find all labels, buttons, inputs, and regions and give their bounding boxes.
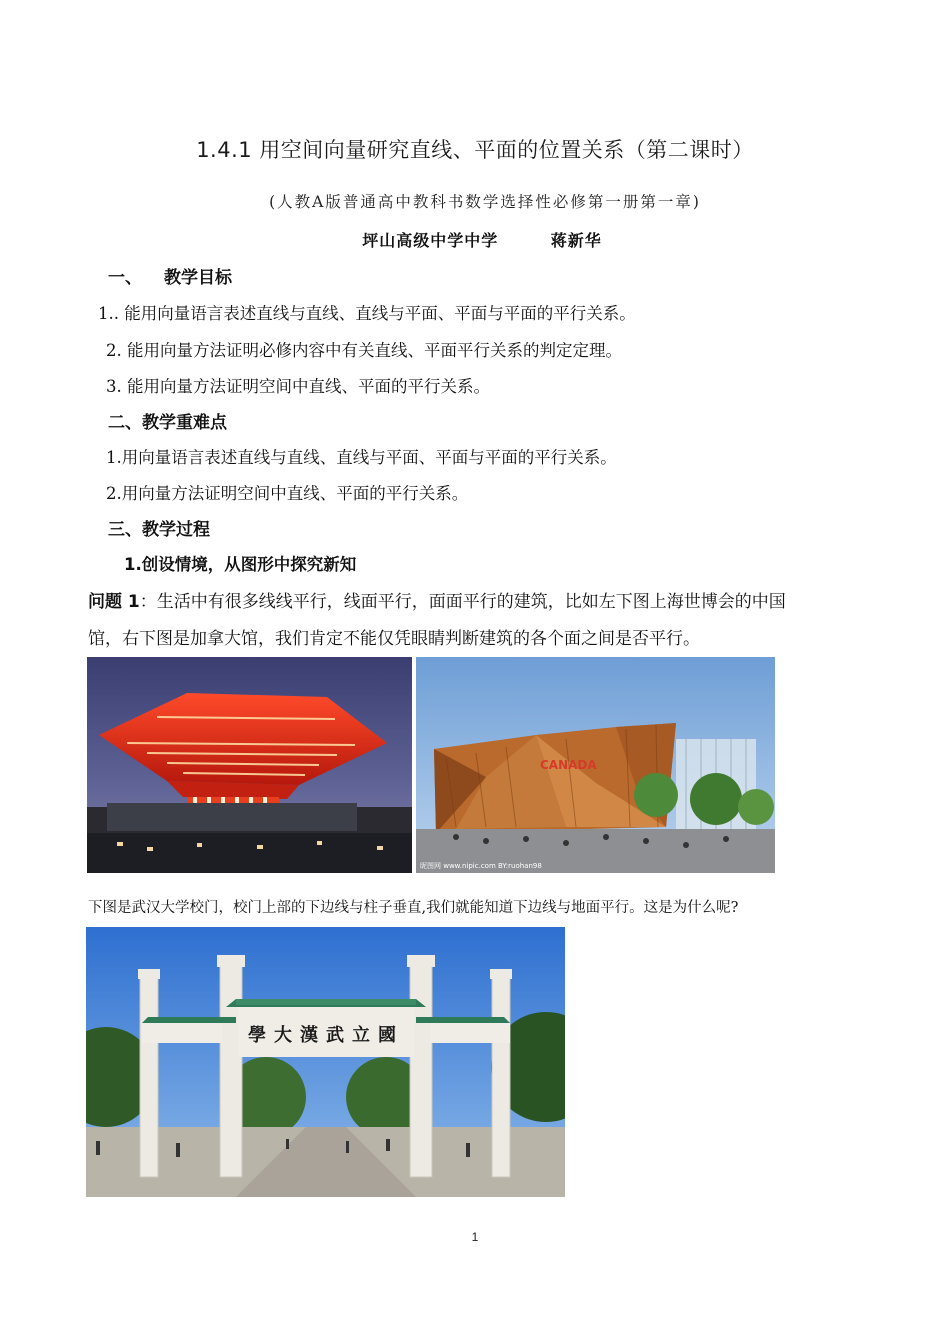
section-number: 一、	[108, 268, 142, 288]
question-line-1	[88, 587, 786, 612]
question-text: ：生活中有很多线线平行，线面平行，面面平行的建筑，比如左下图上海世博会的中国	[139, 592, 786, 612]
document-author: 坪山高级中学中学 蒋新华	[362, 231, 602, 250]
question-label: 问题 1	[88, 592, 140, 612]
section-heading-keypoints: 二、教学重难点	[108, 413, 227, 433]
section-heading-process: 三、教学过程	[108, 520, 210, 540]
wuhan-university-gate-photo	[86, 927, 565, 1197]
goal-item: 2. 能用向量方法证明必修内容中有关直线、平面平行关系的判定定理。	[106, 341, 622, 360]
page-number: 1	[471, 1230, 479, 1244]
wuhan-paragraph: 下图是武汉大学校门，校门上部的下边线与柱子垂直,我们就能知道下边线与地面平行。这是为什么呢?	[88, 900, 739, 916]
document-subtitle: (人教A版普通高中教科书数学选择性必修第一册第一章)	[269, 193, 701, 211]
photo-watermark: 昵图网 www.nipic.com BY:ruohan98	[420, 862, 542, 870]
question-line-2: 馆，右下图是加拿大馆，我们肯定不能仅凭眼睛判断建筑的各个面之间是否平行。	[88, 629, 700, 649]
goal-item: 3. 能用向量方法证明空间中直线、平面的平行关系。	[106, 377, 490, 396]
china-pavilion-photo	[87, 657, 412, 873]
canada-pavilion-photo	[416, 657, 775, 873]
canada-sign: CANADA	[540, 758, 597, 772]
section-title: 教学目标	[164, 268, 232, 288]
goal-item: 1.. 能用向量语言表述直线与直线、直线与平面、平面与平面的平行关系。	[98, 304, 636, 323]
section-heading-goals	[108, 263, 232, 288]
document-title: 1.4.1 用空间向量研究直线、平面的位置关系（第二课时）	[196, 138, 754, 162]
keypoint-item: 2.用向量方法证明空间中直线、平面的平行关系。	[106, 484, 469, 503]
gate-inscription: 學大漢武立國	[248, 1025, 404, 1046]
subsection-heading: 1.创设情境，从图形中探究新知	[124, 555, 357, 574]
keypoint-item: 1.用向量语言表述直线与直线、直线与平面、平面与平面的平行关系。	[106, 448, 617, 467]
